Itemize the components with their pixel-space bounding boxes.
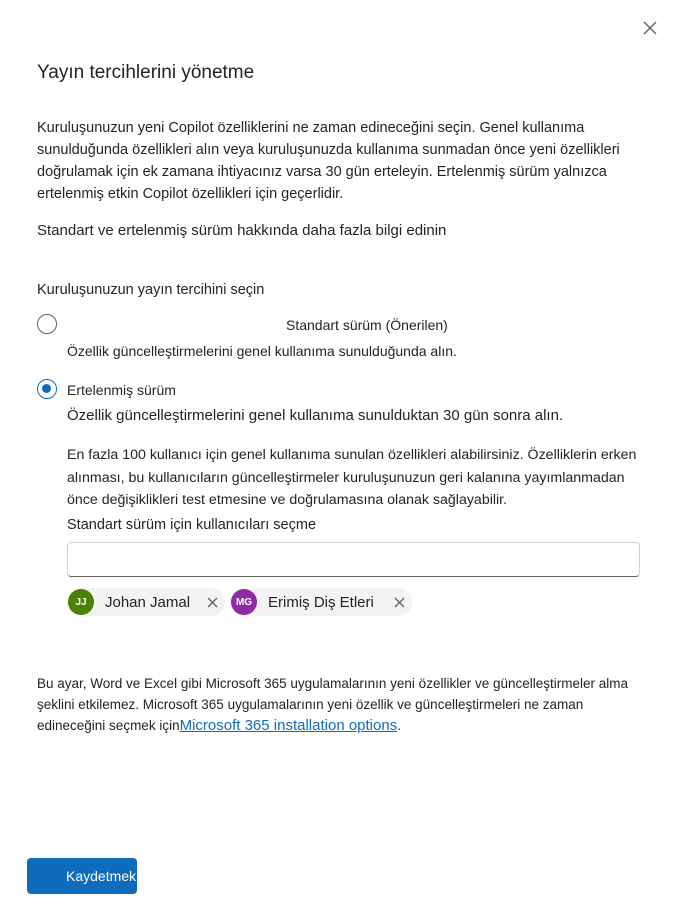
user-chip-name: Erimiş Diş Etleri <box>268 593 374 611</box>
user-search-input[interactable] <box>67 542 640 577</box>
standard-release-description: Özellik güncelleştirmelerini genel kullanıma sunulduğunda alın. <box>67 343 457 359</box>
dialog-title: Yayın tercihlerini yönetme <box>37 62 255 83</box>
deferred-release-label[interactable]: Ertelenmiş sürüm <box>67 382 176 398</box>
footer-note-end: . <box>397 718 401 733</box>
release-group-label: Kuruluşunuzun yayın tercihini seçin <box>37 282 265 298</box>
installation-options-link[interactable]: Microsoft 365 installation options <box>179 717 398 734</box>
learn-more-text: Standart ve ertelenmiş sürüm hakkında daha fazla bilgi edinin <box>37 222 447 239</box>
standard-release-label[interactable]: Standart sürüm (Önerilen) <box>286 317 448 333</box>
avatar: JJ <box>68 589 94 615</box>
footer-note-text: Bu ayar, Word ve Excel gibi Microsoft 365 uygulamalarının yeni özellikler ve güncelleştirmeler alma şeklini etkilemez. Microsoft 365 uygulamalarının yeni özellik ve güncelleştirmeleri ne zaman edineceğini seçmek için <box>37 676 629 733</box>
deferred-release-radio[interactable] <box>37 379 57 399</box>
user-chip-erimis-dis-etleri <box>230 588 412 616</box>
footer-note <box>37 673 647 736</box>
avatar: MG <box>231 589 257 615</box>
dismiss-icon <box>207 597 218 608</box>
remove-user-button[interactable] <box>206 596 218 608</box>
remove-user-button[interactable] <box>393 596 405 608</box>
select-users-label: Standart sürüm için kullanıcıları seçme <box>67 517 317 533</box>
deferred-release-description: Özellik güncelleştirmelerini genel kullanıma sunulduktan 30 gün sonra alın. <box>67 407 564 424</box>
save-button[interactable]: Kaydetmek <box>27 858 137 894</box>
standard-release-radio[interactable] <box>37 314 57 334</box>
close-icon <box>640 18 660 38</box>
user-chip-johan-jamal <box>67 588 225 616</box>
user-chip-name: Johan Jamal <box>105 593 191 611</box>
dialog-description: Kuruluşunuzun yeni Copilot özelliklerini ne zaman edineceğini seçin. Genel kullanıma sunulduğunda özellikleri alın veya kuruluşunuzda kullanıma sunmadan önce yeni özellikleri doğrulamak için ek zamana ihtiyacınız varsa 30 gün erteleyin. Ertelenmiş sürüm yalnızca ertelenmiş etkin Copilot özellikleri için geçerlidir. <box>37 120 620 202</box>
dismiss-icon <box>394 597 405 608</box>
close-button[interactable] <box>640 18 660 38</box>
deferred-release-info: En fazla 100 kullanıcı için genel kullanıma sunulan özellikleri alabilirsiniz. Özelliklerin erken alınması, bu kullanıcıların güncelleştirmeler kuruluşunuzun geri kalanına yayımlanmadan önce değişiklikleri test etmesine ve doğrulamasına olanak sağlayabilir. <box>67 447 637 508</box>
